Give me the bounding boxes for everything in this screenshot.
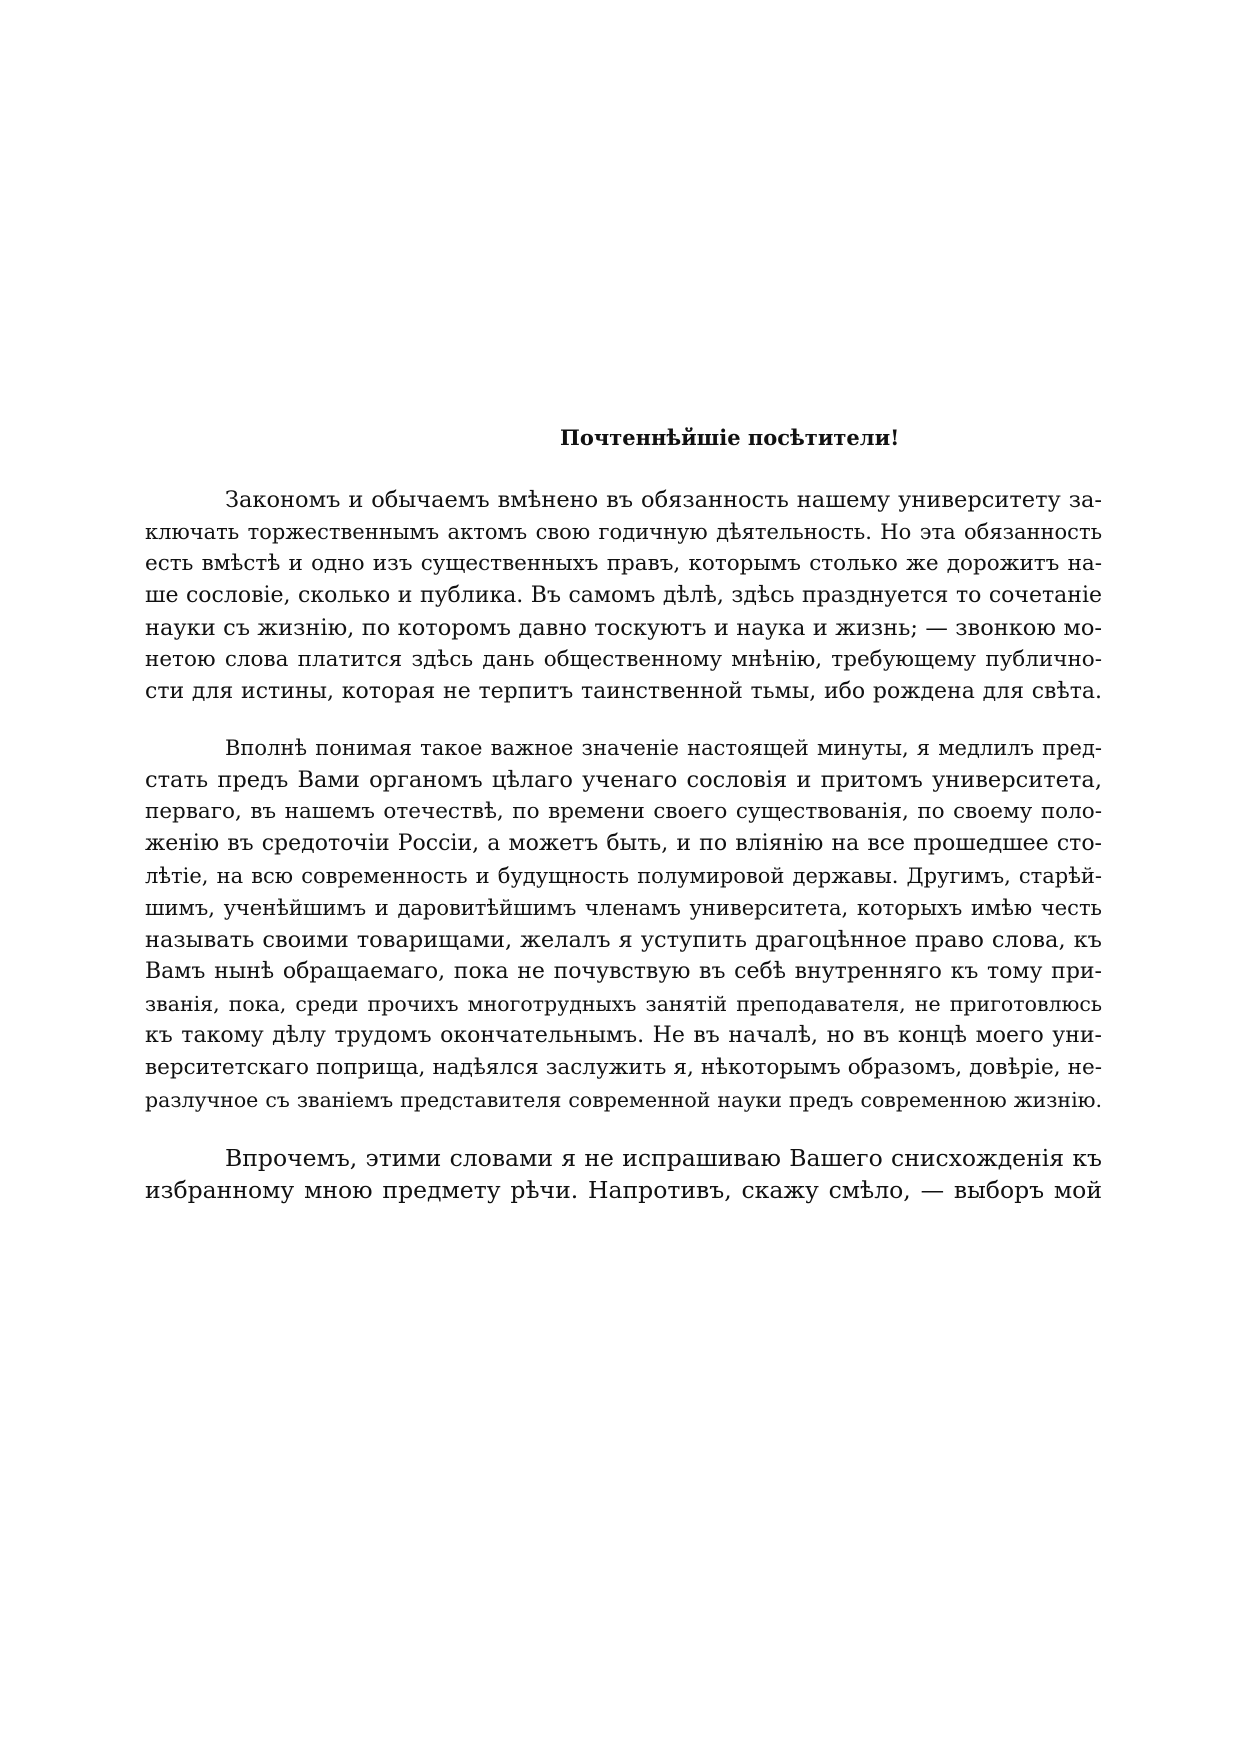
paragraph-2-line: называть своими товарищами, желалъ я уступить драгоцѣнное право слова, къ <box>145 927 1102 953</box>
paragraph-1-line: сти для истины, которая не терпитъ таинственной тьмы, ибо рождена для свѣта. <box>145 679 1102 704</box>
paragraph-2-line: званія, пока, среди прочихъ многотрудныхъ занятій преподавателя, не приготовлюсь <box>145 992 1102 1016</box>
paragraph-2-line: къ такому дѣлу трудомъ окончательнымъ. Не въ началѣ, но въ концѣ моего уни- <box>145 1023 1102 1048</box>
paragraph-2-line: перваго, въ нашемъ отечествѣ, по времени своего существованія, по своему поло- <box>145 799 1102 824</box>
paragraph-3-line: Впрочемъ, этими словами я не испрашиваю Вашего снисхожденія къ <box>225 1144 1102 1172</box>
paragraph-2-line: Вполнѣ понимая такое важное значеніе настоящей минуты, я медлилъ пред- <box>225 736 1102 760</box>
paragraph-2-line: лѣтіе, на всю современность и будущность полумировой державы. Другимъ, старѣй- <box>145 864 1102 888</box>
paragraph-1-line: нетою слова платится здѣсь дань общественному мнѣнію, требующему публично- <box>145 647 1102 672</box>
paragraph-3-line: избранному мною предмету рѣчи. Напротивъ, скажу смѣло, — выборъ мой <box>145 1176 1102 1204</box>
salutation-heading: Почтеннѣйшіе посѣтители! <box>560 425 900 450</box>
paragraph-2-line: стать предъ Вами органомъ цѣлаго ученаго сословія и притомъ университета, <box>145 767 1102 793</box>
paragraph-2-line: Вамъ нынѣ обращаемаго, пока не почувствую въ себѣ внутренняго къ тому при- <box>145 959 1102 984</box>
paragraph-1-line: ключать торжественнымъ актомъ свою годичную дѣятельность. Но эта обязанность <box>145 520 1102 544</box>
paragraph-1-line: ше сословіе, сколько и публика. Въ самомъ дѣлѣ, здѣсь празднуется то сочетаніе <box>145 583 1102 608</box>
paragraph-2-line: верситетскаго поприща, надѣялся заслужить я, нѣкоторымъ образомъ, довѣріе, не- <box>145 1055 1102 1080</box>
paragraph-1-line: науки съ жизнію, по которомъ давно тоскуютъ и наука и жизнь; — звонкою мо- <box>145 615 1102 641</box>
paragraph-1-line: Закономъ и обычаемъ вмѣнено въ обязанность нашему университету за- <box>225 487 1102 513</box>
paragraph-1-line: есть вмѣстѣ и одно изъ существенныхъ правъ, которымъ столько же дорожитъ на- <box>145 551 1102 576</box>
paragraph-2-line: шимъ, ученѣйшимъ и даровитѣйшимъ членамъ университета, которыхъ имѣю честь <box>145 896 1102 920</box>
paragraph-2-line: женію въ средоточіи Россіи, а можетъ быть, и по вліянію на все прошедшее сто- <box>145 831 1102 856</box>
paragraph-2-line: разлучное съ званіемъ представителя современной науки предъ современною жизнію. <box>145 1088 1102 1112</box>
